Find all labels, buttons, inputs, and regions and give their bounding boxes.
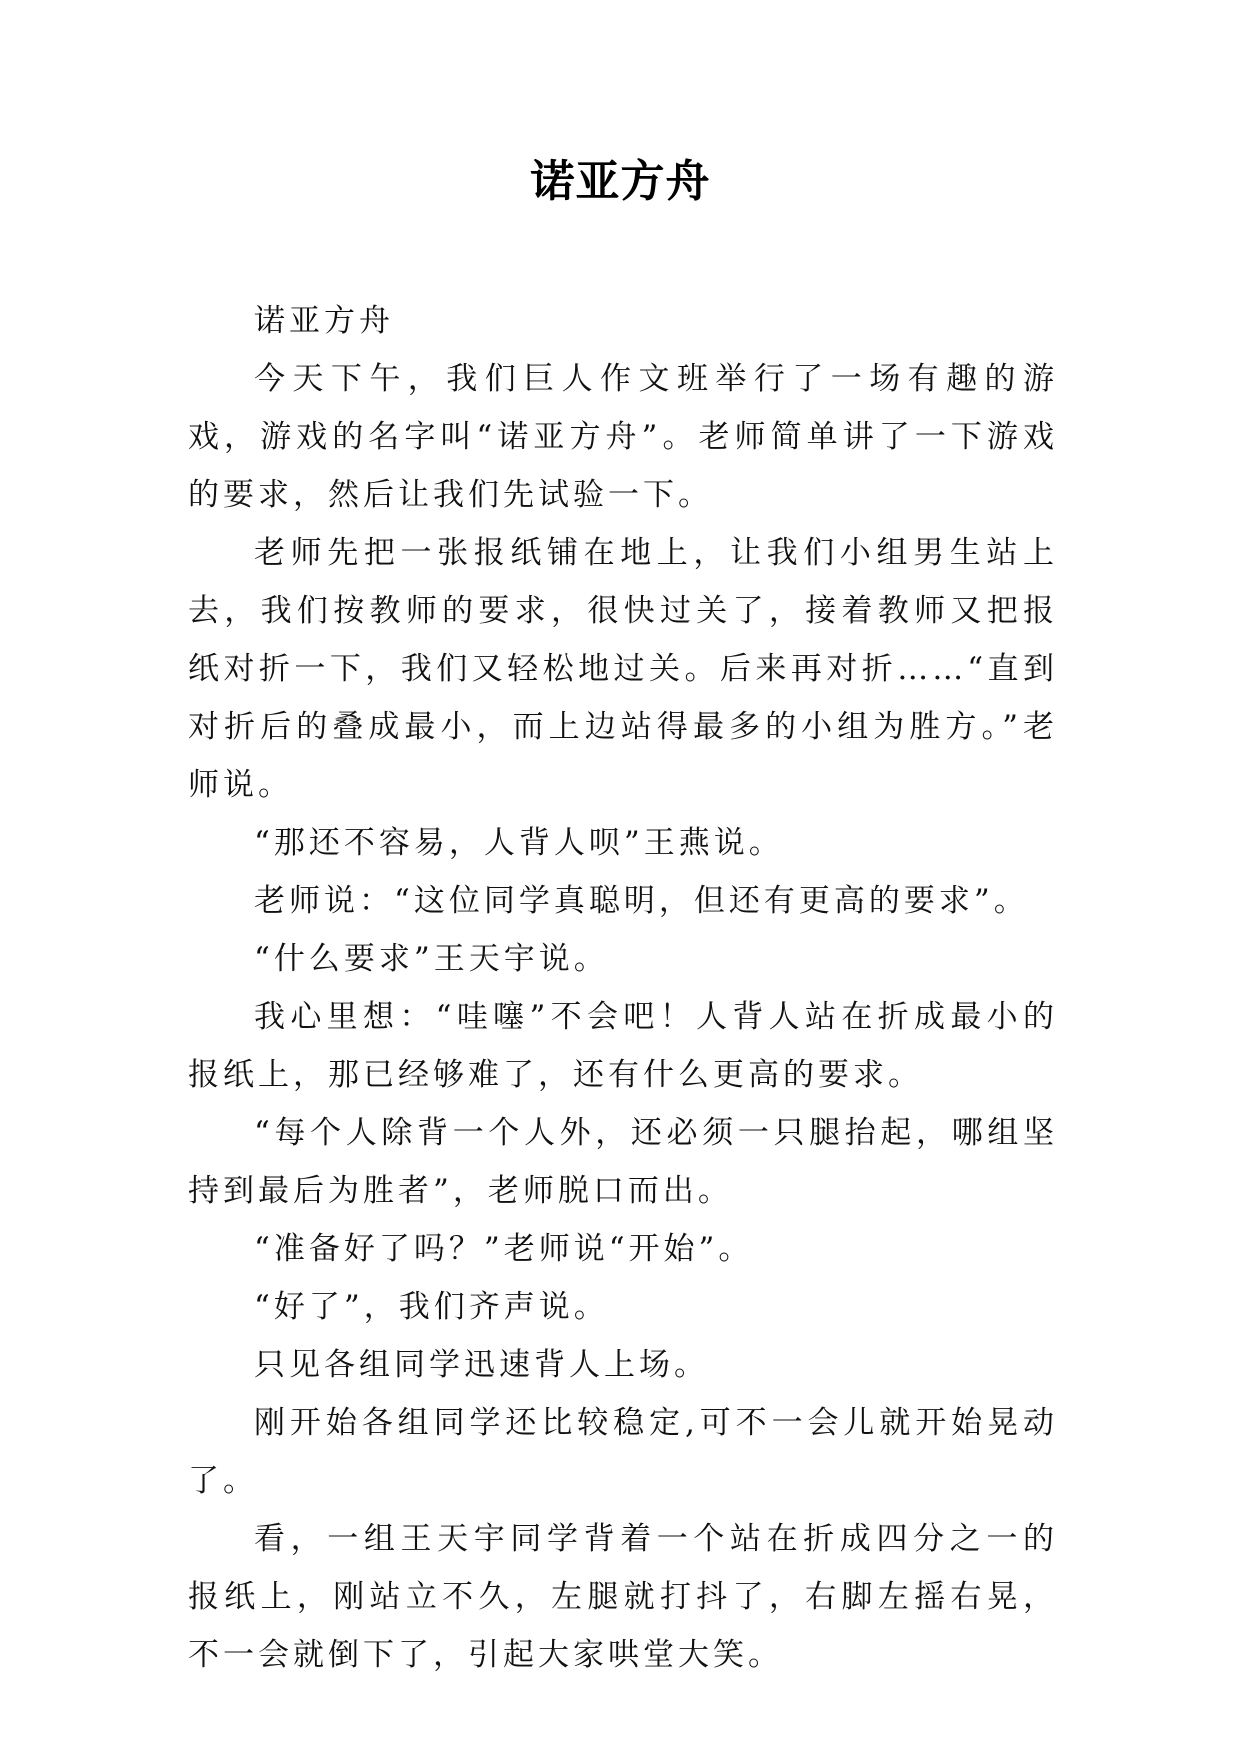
paragraph: 只见各组同学迅速背人上场。 [254,1347,709,1383]
paragraph: 今天下午，我们巨人作文班举行了一场有趣的游戏，游戏的名字叫“诺亚方舟”。老师简单讲了一下游戏的要求，然后让我们先试验一下。 [188,361,1058,513]
paragraph: 看，一组王天宇同学背着一个站在折成四分之一的报纸上，刚站立不久，左腿就打抖了，右脚左摇右晃，不一会就倒下了，引起大家哄堂大笑。 [188,1521,1058,1673]
paragraph-subtitle: 诺亚方舟 [254,303,394,339]
paragraph: 我心里想：“哇噻”不会吧！人背人站在折成最小的报纸上，那已经够难了，还有什么更高的要求。 [188,999,1058,1093]
paragraph: “什么要求”王天宇说。 [254,941,609,977]
paragraph: 老师先把一张报纸铺在地上，让我们小组男生站上去，我们按教师的要求，很快过关了，接着教师又把报纸对折一下，我们又轻松地过关。后来再对折……“直到对折后的叠成最小，而上边站得最多的小组为胜方。”老师说。 [188,535,1058,803]
paragraph: “好了”，我们齐声说。 [254,1289,609,1325]
document-body [188,292,1058,1684]
paragraph: “那还不容易，人背人呗”王燕说。 [254,825,784,861]
paragraph: 老师说：“这位同学真聪明，但还有更高的要求”。 [254,883,1029,919]
paragraph: “每个人除背一个人外，还必须一只腿抬起，哪组坚持到最后为胜者”，老师脱口而出。 [188,1115,1058,1209]
paragraph: “准备好了吗？”老师说“开始”。 [254,1231,754,1267]
paragraph: 刚开始各组同学还比较稳定,可不一会儿就开始晃动了。 [188,1405,1058,1499]
document-title: 诺亚方舟 [530,156,711,207]
